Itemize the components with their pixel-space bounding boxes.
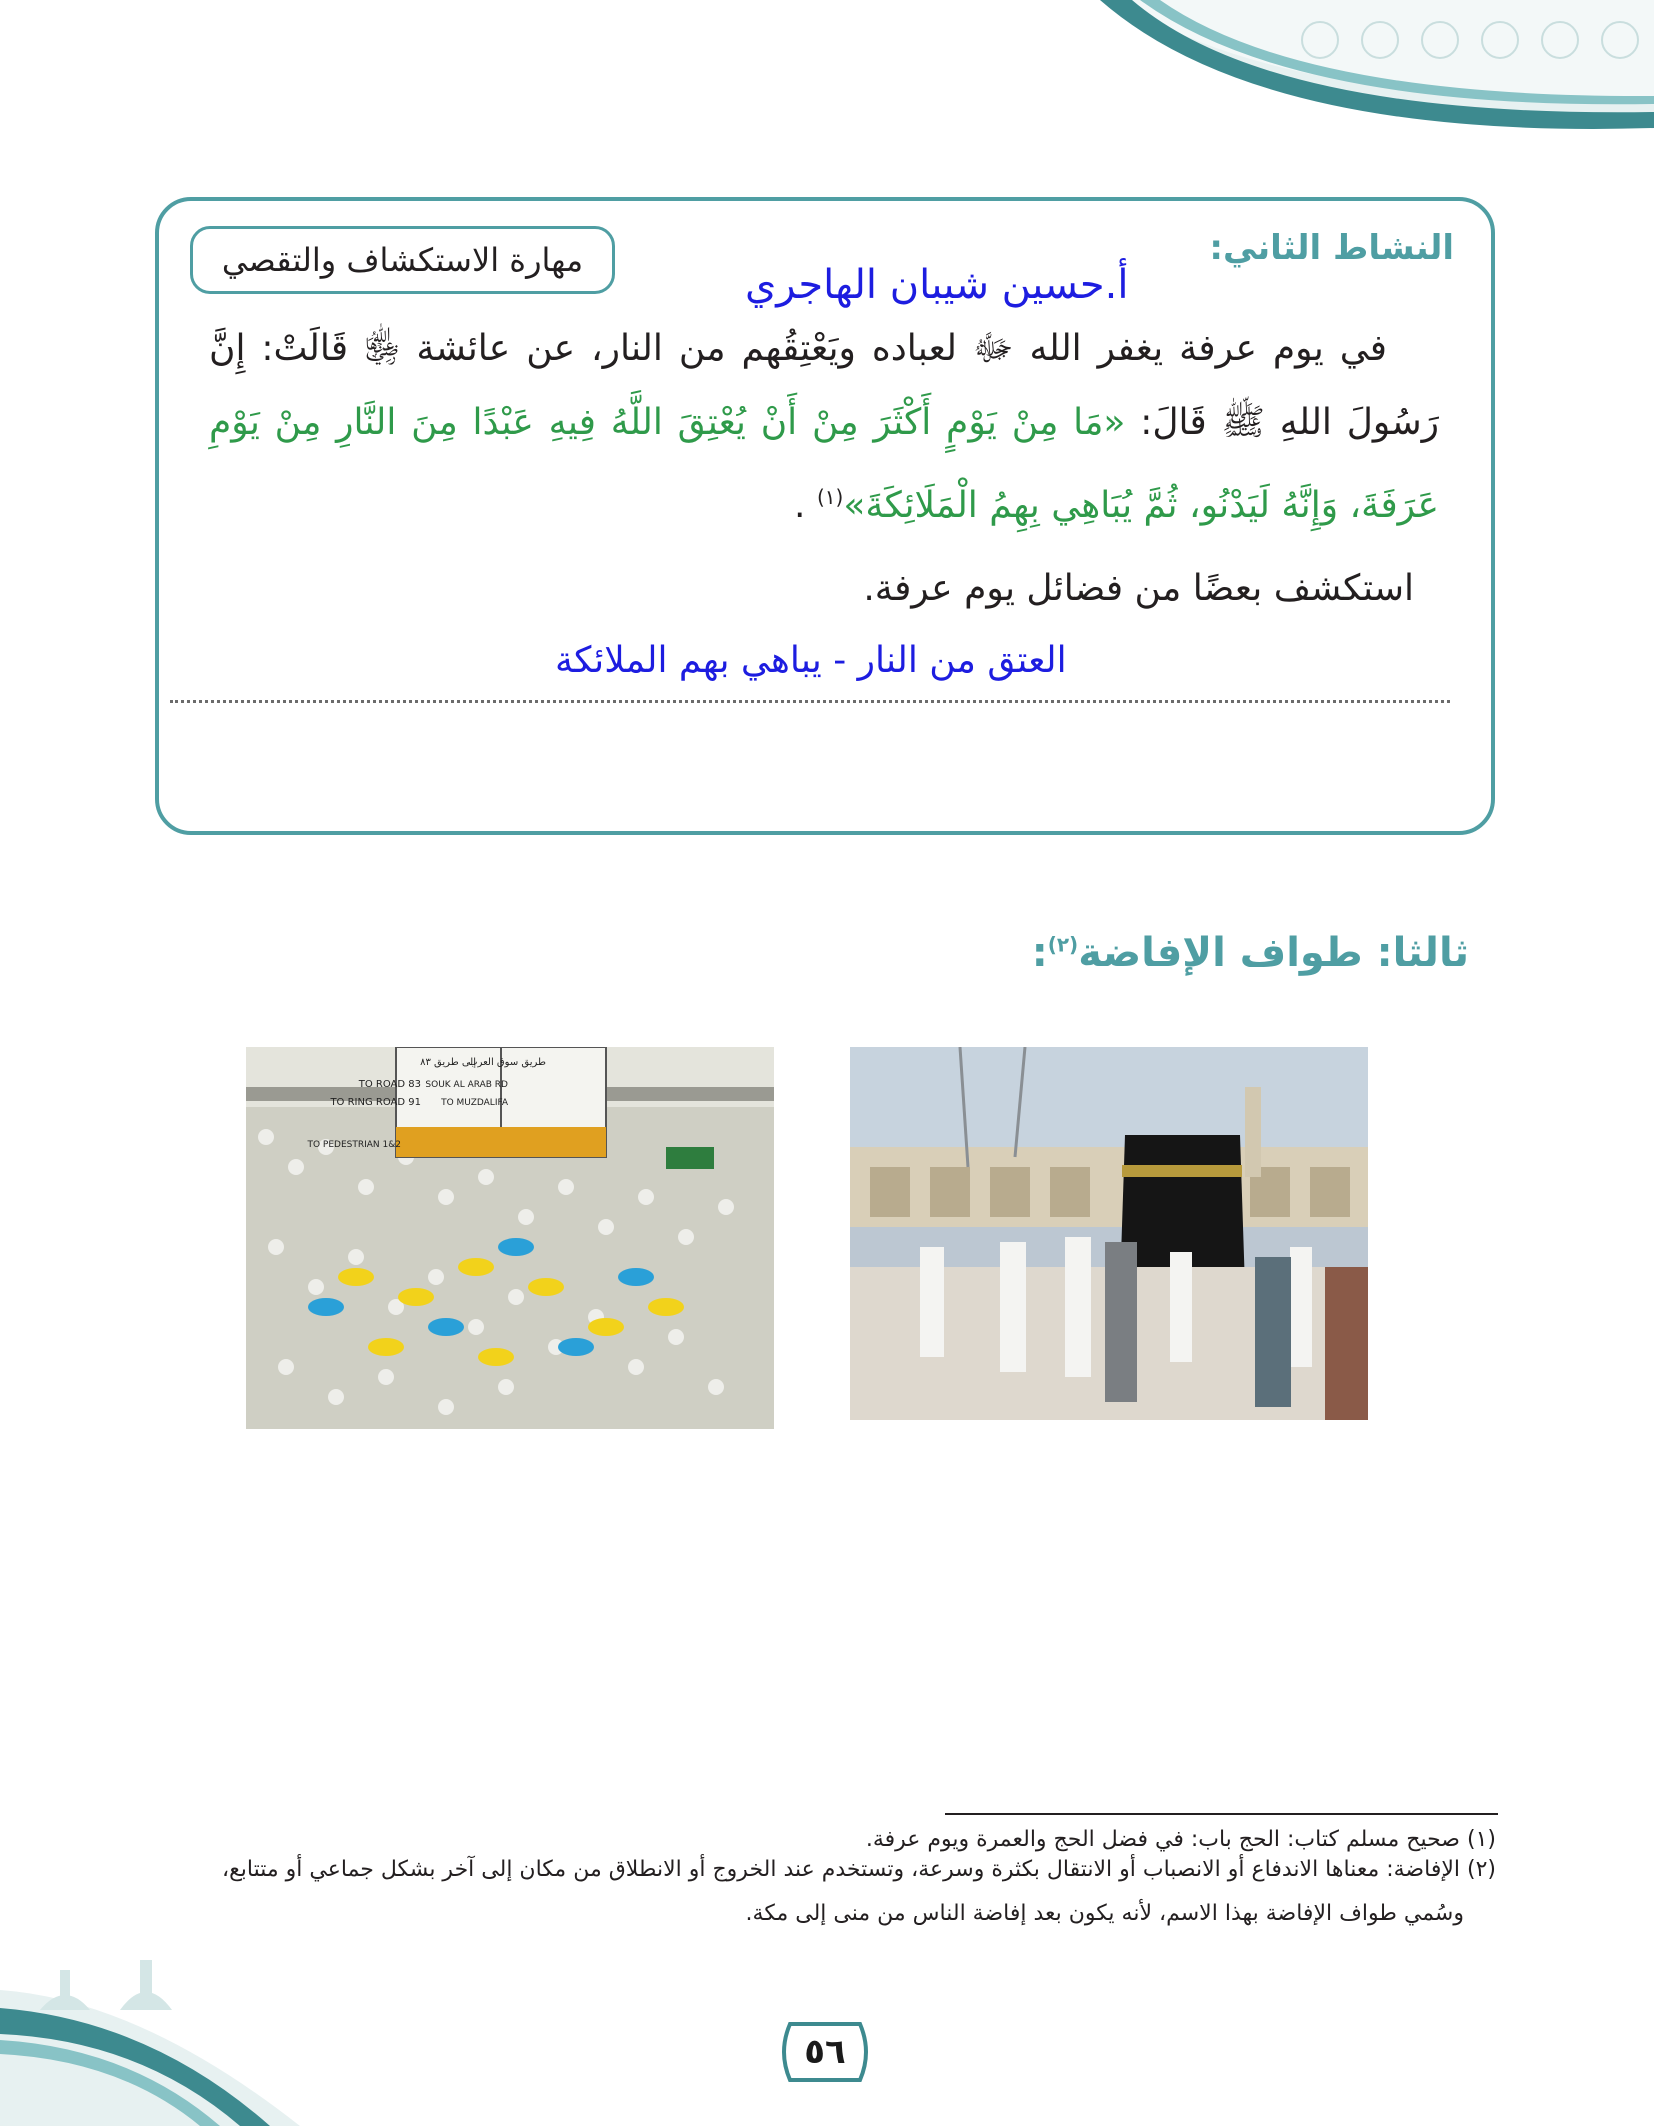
section-heading-text: ثالثا: طواف الإفاضة <box>1078 930 1469 976</box>
road-sign-text-5: TO MUZDALIFA <box>441 1098 508 1108</box>
top-corner-ornament <box>1080 0 1654 135</box>
hadith-text: «مَا مِنْ يَوْمٍ أَكْثَرَ مِنْ أَنْ يُعْتِقَ اللَّهُ فِيهِ عَبْدًا مِنَ النَّارِ مِنْ يَوْمِ عَرَفَةَ، وَإِنَّهُ لَيَدْنُو، ثُمَّ يُبَاهِي بِهِمُ الْمَلَائِكَةَ» <box>209 402 1439 526</box>
footnote-2-continued: وسُمي طواف الإفاضة بهذا الاسم، لأنه يكون بعد إفاضة الناس من منى إلى مكة. <box>745 1901 1464 1926</box>
section-heading <box>1032 930 1469 976</box>
kaaba-photo <box>850 1047 1368 1420</box>
road-sign-text-1: TO ROAD 83 <box>358 1079 421 1090</box>
road-sign-text-0: إلى طريق ٨٣ <box>420 1057 476 1068</box>
road-sign-text-3: طريق سوق العرب <box>468 1057 546 1068</box>
answer-dotted-line <box>170 700 1450 703</box>
intro-text: في يوم عرفة يغفر الله ﷻ لعباده ويَعْتِقُهم من النار، عن عائشة ﵂ قَالَتْ: إِنَّ رَسُولَ اللهِ ﷺ قَالَ: <box>209 328 1440 443</box>
road-sign-text-4: SOUK AL ARAB RD <box>425 1080 508 1090</box>
teacher-name: أ.حسين شيبان الهاجري <box>745 262 1129 308</box>
page-number: ٥٦ <box>804 2032 846 2072</box>
activity-title: النشاط الثاني: <box>1209 228 1454 268</box>
section-heading-colon: : <box>1031 930 1048 976</box>
footnote-separator <box>945 1813 1498 1815</box>
handwritten-answer: العتق من النار - يباهي بهم الملائكة <box>555 640 1067 681</box>
hadith-end: . <box>794 485 817 526</box>
footnote-ref-1: (١) <box>816 485 844 509</box>
footnote-1: (١) صحيح مسلم كتاب: الحج باب: في فضل الحج والعمرة ويوم عرفة. <box>865 1827 1496 1852</box>
bottom-corner-ornament <box>0 1930 300 2126</box>
activity-paragraph <box>209 312 1439 543</box>
road-sign-text-6: TO PEDESTRIAN 1&2 <box>307 1140 401 1150</box>
discover-prompt: استكشف بعضًا من فضائل يوم عرفة. <box>863 568 1414 609</box>
road-sign-text-2: TO RING ROAD 91 <box>330 1097 421 1108</box>
pilgrims-crowd-photo <box>246 1047 774 1429</box>
skill-badge: مهارة الاستكشاف والتقصي <box>190 226 615 294</box>
footnote-ref-2: (٢) <box>1047 932 1079 957</box>
footnote-2: (٢) الإفاضة: معناها الاندفاع أو الانصباب أو الانتقال بكثرة وسرعة، وتستخدم عند الخروج أو الانطلاق من مكان إلى آخر بشكل جماعي أو متتابع، <box>221 1857 1496 1882</box>
